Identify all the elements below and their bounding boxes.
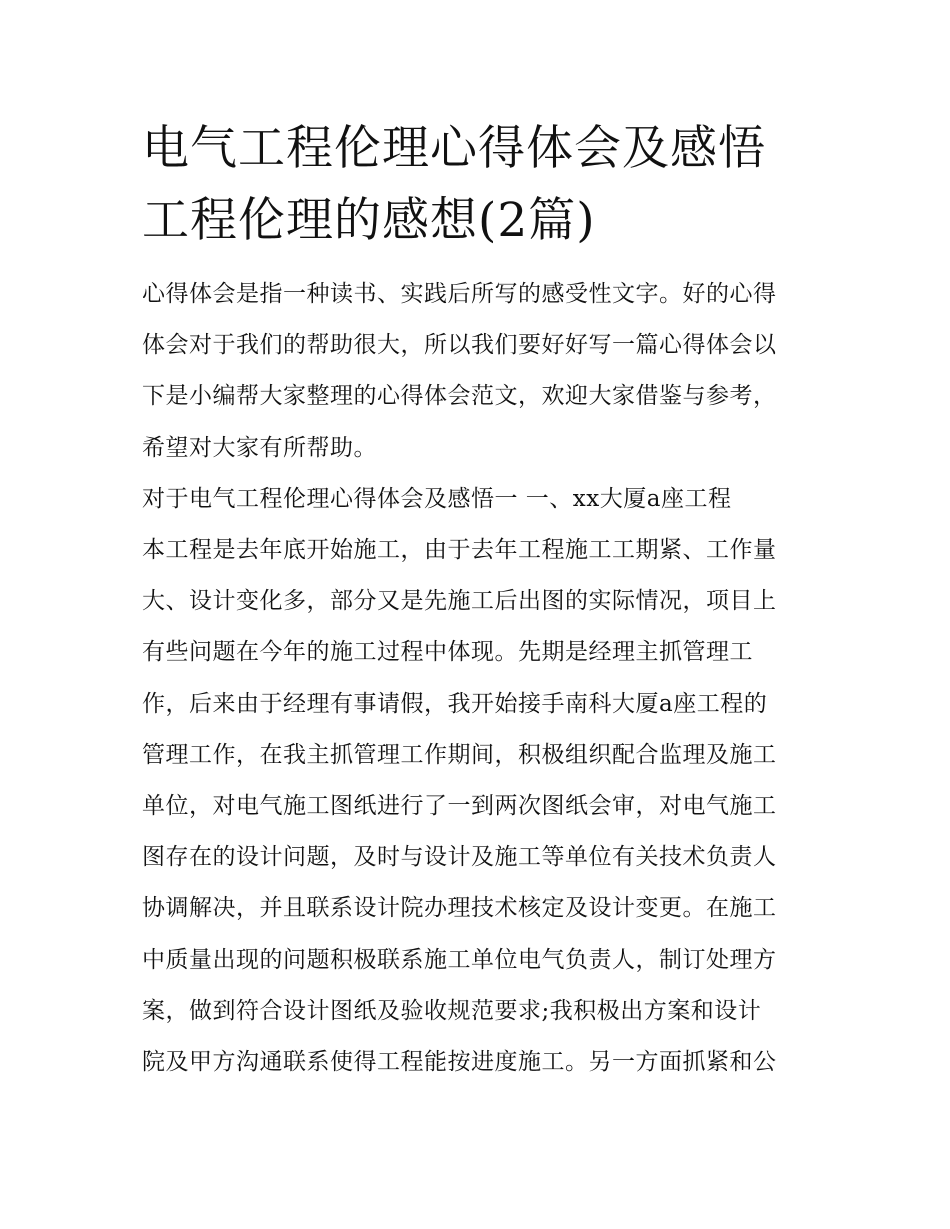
- body-line: 作，后来由于经理有事请假，我开始接手南科大厦a座工程的: [142, 690, 768, 717]
- section-heading-paragraph: [142, 474, 822, 525]
- body-paragraph: [142, 525, 822, 1088]
- document-body: [142, 269, 822, 1088]
- body-line: 院及甲方沟通联系使得工程能按进度施工。另一方面抓紧和公: [142, 1049, 777, 1076]
- body-line: 管理工作，在我主抓管理工作期间，积极组织配合监理及施工: [142, 741, 777, 768]
- body-line: 大、设计变化多，部分又是先施工后出图的实际情况，项目上: [142, 588, 777, 615]
- body-line: 中质量出现的问题积极联系施工单位电气负责人，制订处理方: [142, 946, 777, 973]
- document-page: [142, 0, 822, 1088]
- body-line: 单位，对电气施工图纸进行了一到两次图纸会审，对电气施工: [142, 793, 777, 820]
- body-line: 图存在的设计问题，及时与设计及施工等单位有关技术负责人: [142, 844, 777, 871]
- body-line: 本工程是去年底开始施工，由于去年工程施工工期紧、工作量: [142, 537, 777, 564]
- intro-line: 希望对大家有所帮助。: [142, 434, 377, 461]
- title-line-2: 工程伦理的感想(2篇): [142, 193, 596, 248]
- body-line: 协调解决，并且联系设计院办理技术核定及设计变更。在施工: [142, 895, 777, 922]
- intro-line: 心得体会是指一种读书、实践后所写的感受性文字。好的心得: [142, 281, 777, 307]
- section-heading: 对于电气工程伦理心得体会及感悟一 一、xx大厦a座工程: [142, 485, 732, 512]
- document-title: [142, 0, 822, 257]
- body-line: 有些问题在今年的施工过程中体现。先期是经理主抓管理工: [142, 639, 753, 666]
- intro-paragraph: [142, 269, 822, 474]
- intro-line: 体会对于我们的帮助很大，所以我们要好好写一篇心得体会以: [142, 332, 777, 359]
- body-line: 案，做到符合设计图纸及验收规范要求;我积极出方案和设计: [142, 997, 762, 1024]
- title-line-1: 电气工程伦理心得体会及感悟: [142, 121, 766, 176]
- intro-line: 下是小编帮大家整理的心得体会范文，欢迎大家借鉴与参考，: [142, 383, 777, 410]
